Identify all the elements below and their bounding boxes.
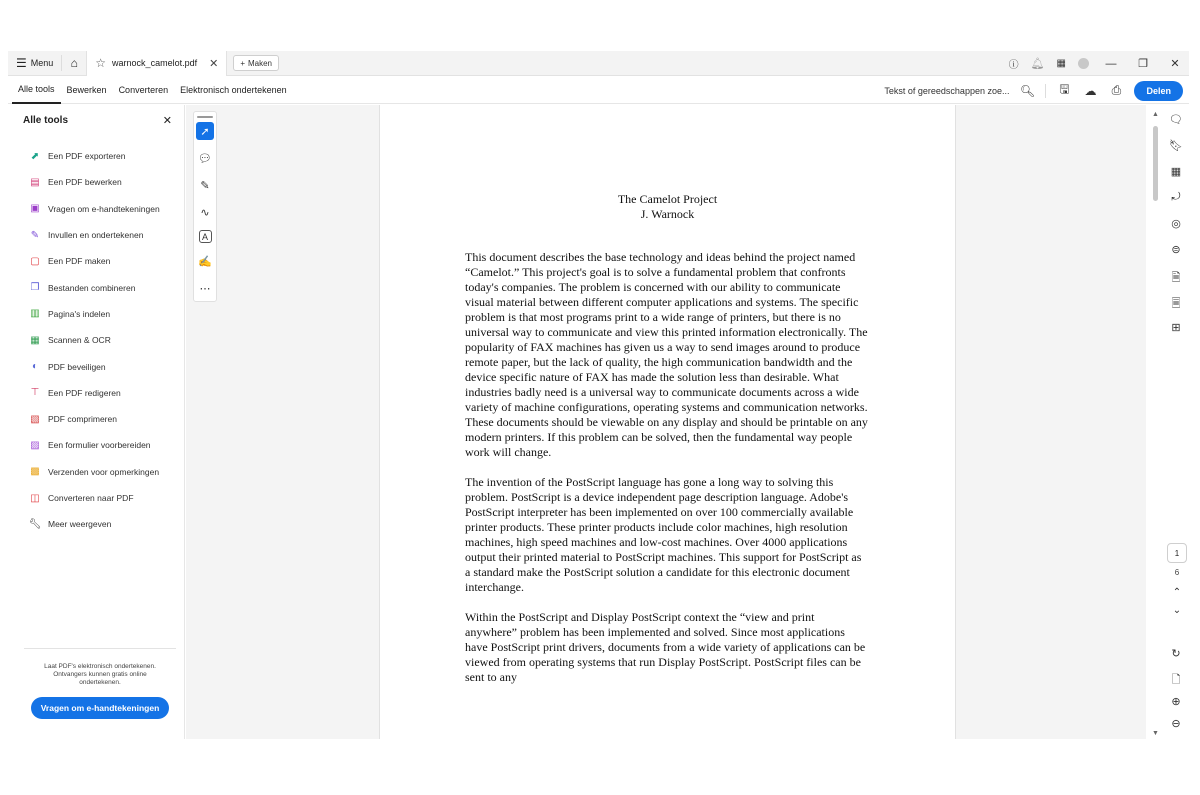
previous-page-icon[interactable]: ⌃ [1172,587,1182,598]
tool-item[interactable] [8,196,184,222]
bell-icon[interactable]: 🔔︎ [1030,58,1045,70]
vertical-scrollbar[interactable] [1151,111,1160,737]
divider [1045,84,1046,98]
convert-pdf-icon: ◫ [30,492,40,504]
share-button[interactable]: Delen [1134,81,1183,101]
tool-item[interactable] [8,222,184,248]
avatar[interactable] [1078,58,1089,69]
bookmarks-icon[interactable]: 🔖︎ [1169,140,1183,152]
tools-panel [8,105,185,739]
tool-item[interactable] [8,169,184,195]
document-title: The Camelot Project [617,192,718,206]
maken-button[interactable] [233,55,279,71]
tab-title: warnock_camelot.pdf [112,58,198,68]
tool-item[interactable] [8,327,184,353]
comment-tool-icon[interactable]: 💬︎ [198,152,212,165]
tool-label: Een PDF exporteren [48,151,126,162]
title-bar [8,51,1189,76]
redact-pdf-icon: ⊤ [30,387,40,399]
page-navigator [1166,543,1188,619]
export-pdf-icon: ⬈ [30,150,40,162]
highlight-tool-icon[interactable]: ∿ [200,206,210,219]
text-select-tool-icon[interactable]: A [199,230,212,243]
stamp-tool-icon[interactable]: ✍ [198,255,212,268]
close-window-icon[interactable]: ✕ [1170,58,1180,70]
tool-item[interactable] [8,274,184,300]
accessibility-icon[interactable]: ◎ [1171,218,1181,230]
edit-pdf-icon: ▤ [30,176,40,188]
tool-list [8,143,184,537]
compress-pdf-icon: ▧ [30,413,40,425]
tool-label: Een formulier voorbereiden [48,440,151,451]
tool-label: PDF comprimeren [48,414,117,425]
paragraph: Within the PostScript and Display PostScript context the “view and print anywhere” problem has been implemented and solved. Since most applications have PostScript print drivers, documents from a wide variety of applications can be viewed from operating systems that run Display PostScript. PostScript files can be sent to any [465,610,866,684]
select-tool-icon[interactable]: ➚ [196,122,214,140]
panel-title: Alle tools [23,115,69,126]
tab-converteren[interactable]: Converteren [118,85,169,95]
acrobat-window [8,51,1189,739]
close-tab-icon[interactable]: ✕ [209,57,219,70]
hamburger-icon: ☰ [16,56,27,70]
apps-grid-icon[interactable]: ▦ [1056,58,1066,69]
tab-elektronisch-ondertekenen[interactable]: Elektronisch ondertekenen [180,85,287,95]
protect-pdf-icon: ◐ [31,361,39,373]
home-icon: ⌂ [70,56,78,70]
menubar-actions [884,77,1183,104]
combine-files-icon: ❐ [30,282,40,294]
tool-label: Bestanden combineren [48,282,136,293]
tool-label: Een PDF maken [48,256,111,267]
tool-item[interactable] [8,353,184,379]
layers-icon[interactable]: ⤾ [1171,191,1181,203]
home-button[interactable] [62,51,86,75]
tool-label: Vragen om e-handtekeningen [48,203,160,214]
tool-label: Pagina's indelen [48,308,111,319]
promo-text: Laat PDF's elektronisch ondertekenen. Ontvangers kunnen gratis online ondertekenen. [44,663,156,686]
tool-label: PDF beveiligen [48,361,106,372]
tree-icon[interactable]: ⊞ [1171,322,1181,334]
current-page-input[interactable]: 1 [1167,543,1187,563]
restore-icon[interactable]: ❐ [1138,58,1148,70]
close-icon[interactable]: ✕ [162,115,172,127]
tool-label: Een PDF redigeren [48,387,121,398]
minimize-icon[interactable]: — [1105,57,1117,70]
star-icon[interactable]: ☆ [95,56,107,70]
maken-label: Maken [247,58,272,68]
scan-ocr-icon: ▦ [30,334,40,346]
fill-sign-icon: ✎ [30,229,40,241]
tab-alle-tools[interactable]: Alle tools [12,77,61,104]
document-author: J. Warnock [640,207,695,221]
pdf-page[interactable] [379,105,956,739]
scroll-down-icon[interactable]: ▼ [1152,730,1159,737]
paragraph: The invention of the PostScript language has gone a long way to solving this problem. PostScript is a device independent page description language. Adobe's PostScript interpreter has been implemented on over 100 commercially available printer products. These printer products include color machines, high resolution machines, high speed machines and low-cost machines. Over 4000 applications output their printed material to PostScript machines. This support for PostScript as a standard make the PostScript solution a candidate for this electronic document interchange. [465,475,862,594]
tool-label: Converteren naar PDF [48,493,134,503]
wrench-icon: 🔧︎ [28,518,42,530]
tool-item[interactable] [8,248,184,274]
organize-pages-icon: ▥ [30,308,40,320]
cloud-upload-icon[interactable]: ☁ [1084,83,1097,98]
tool-item[interactable] [8,459,184,485]
refresh-icon[interactable]: ↻ [1171,648,1181,660]
document-canvas [186,105,1146,739]
tool-item[interactable] [8,301,184,327]
tab-bewerken[interactable]: Bewerken [66,85,107,95]
tool-item[interactable] [8,511,184,537]
help-icon[interactable]: ⓘ [1008,60,1019,71]
zoom-in-icon[interactable]: ⊕ [1171,696,1181,708]
menu-label: Menu [30,58,54,68]
right-rail [1163,105,1189,739]
tool-label: Scannen & OCR [48,335,111,346]
stack-icon[interactable]: ⊜ [1171,244,1181,256]
request-signatures-button[interactable]: Vragen om e-handtekeningen [31,697,170,719]
tool-item[interactable] [8,432,184,458]
tool-label: Meer weergeven [48,519,112,530]
prepare-form-icon: ▨ [30,439,40,451]
tool-item[interactable] [8,380,184,406]
more-tools-icon[interactable]: ⋯ [199,282,211,295]
tool-item[interactable] [8,143,184,169]
print-icon[interactable]: ⎙ [1111,83,1122,97]
create-pdf-icon: ▢ [30,255,40,267]
search-icon[interactable]: 🔍︎ [1019,83,1036,98]
lock-file-icon[interactable]: 🗏 [1171,298,1181,310]
document-tab[interactable] [86,51,227,76]
tool-item[interactable] [8,485,184,511]
signature-promo [24,648,176,719]
send-comments-icon: ▩ [30,466,40,478]
total-pages: 6 [1174,568,1180,577]
search-input[interactable]: Tekst of gereedschappen zoe... [884,85,1010,96]
save-icon[interactable]: 🖫 [1059,82,1070,96]
zoom-out-icon[interactable]: ⊖ [1171,718,1181,730]
tool-label: Een PDF bewerken [48,177,122,188]
tool-label: Invullen en ondertekenen [48,230,144,241]
scroll-thumb[interactable] [1153,126,1158,201]
thumbnails-icon[interactable]: ▦ [1170,166,1182,178]
request-signature-icon: ▣ [30,203,40,215]
scroll-up-icon[interactable]: ▲ [1152,111,1159,118]
next-page-icon[interactable]: ⌄ [1172,605,1182,616]
plus-icon: + [240,58,245,68]
paragraph: This document describes the base technology and ideas behind the project named “Camelot.” This project's goal is to solve a fundamental problem that confronts today's companies. The problem is concerned with our ability to communicate visual material between different computer applications and systems. The specific problem is that most programs print to a wide range of printers, but there is no universal way to communicate and view this printed information electronically. The popularity of FAX machines has given us a way to send images around to produce remote paper, but the lack of quality, the high communication bandwidth and the device specific nature of FAX has made the solution less than desirable. What industries badly need is a universal way to communicate documents across a wide variety of machine configurations, operating systems and communication networks. These documents should be viewable on any display and should be printable on any modern printers. If this problem can be solved, then the fundamental way people work will change. [465,250,868,459]
tool-item[interactable] [8,406,184,432]
menu-button[interactable] [8,51,61,75]
quick-tools-bar [193,111,217,302]
menu-bar [8,77,1189,104]
pen-tool-icon[interactable]: ✎ [200,179,210,192]
tool-label: Verzenden voor opmerkingen [48,466,160,477]
comments-icon[interactable]: 🗨︎ [1169,114,1183,126]
page-view-icon[interactable]: 🗋 [1171,674,1181,686]
window-controls [1009,51,1185,76]
file-info-icon[interactable]: 🗎 [1171,272,1181,284]
document-body [380,250,955,685]
drag-handle[interactable] [197,116,213,118]
